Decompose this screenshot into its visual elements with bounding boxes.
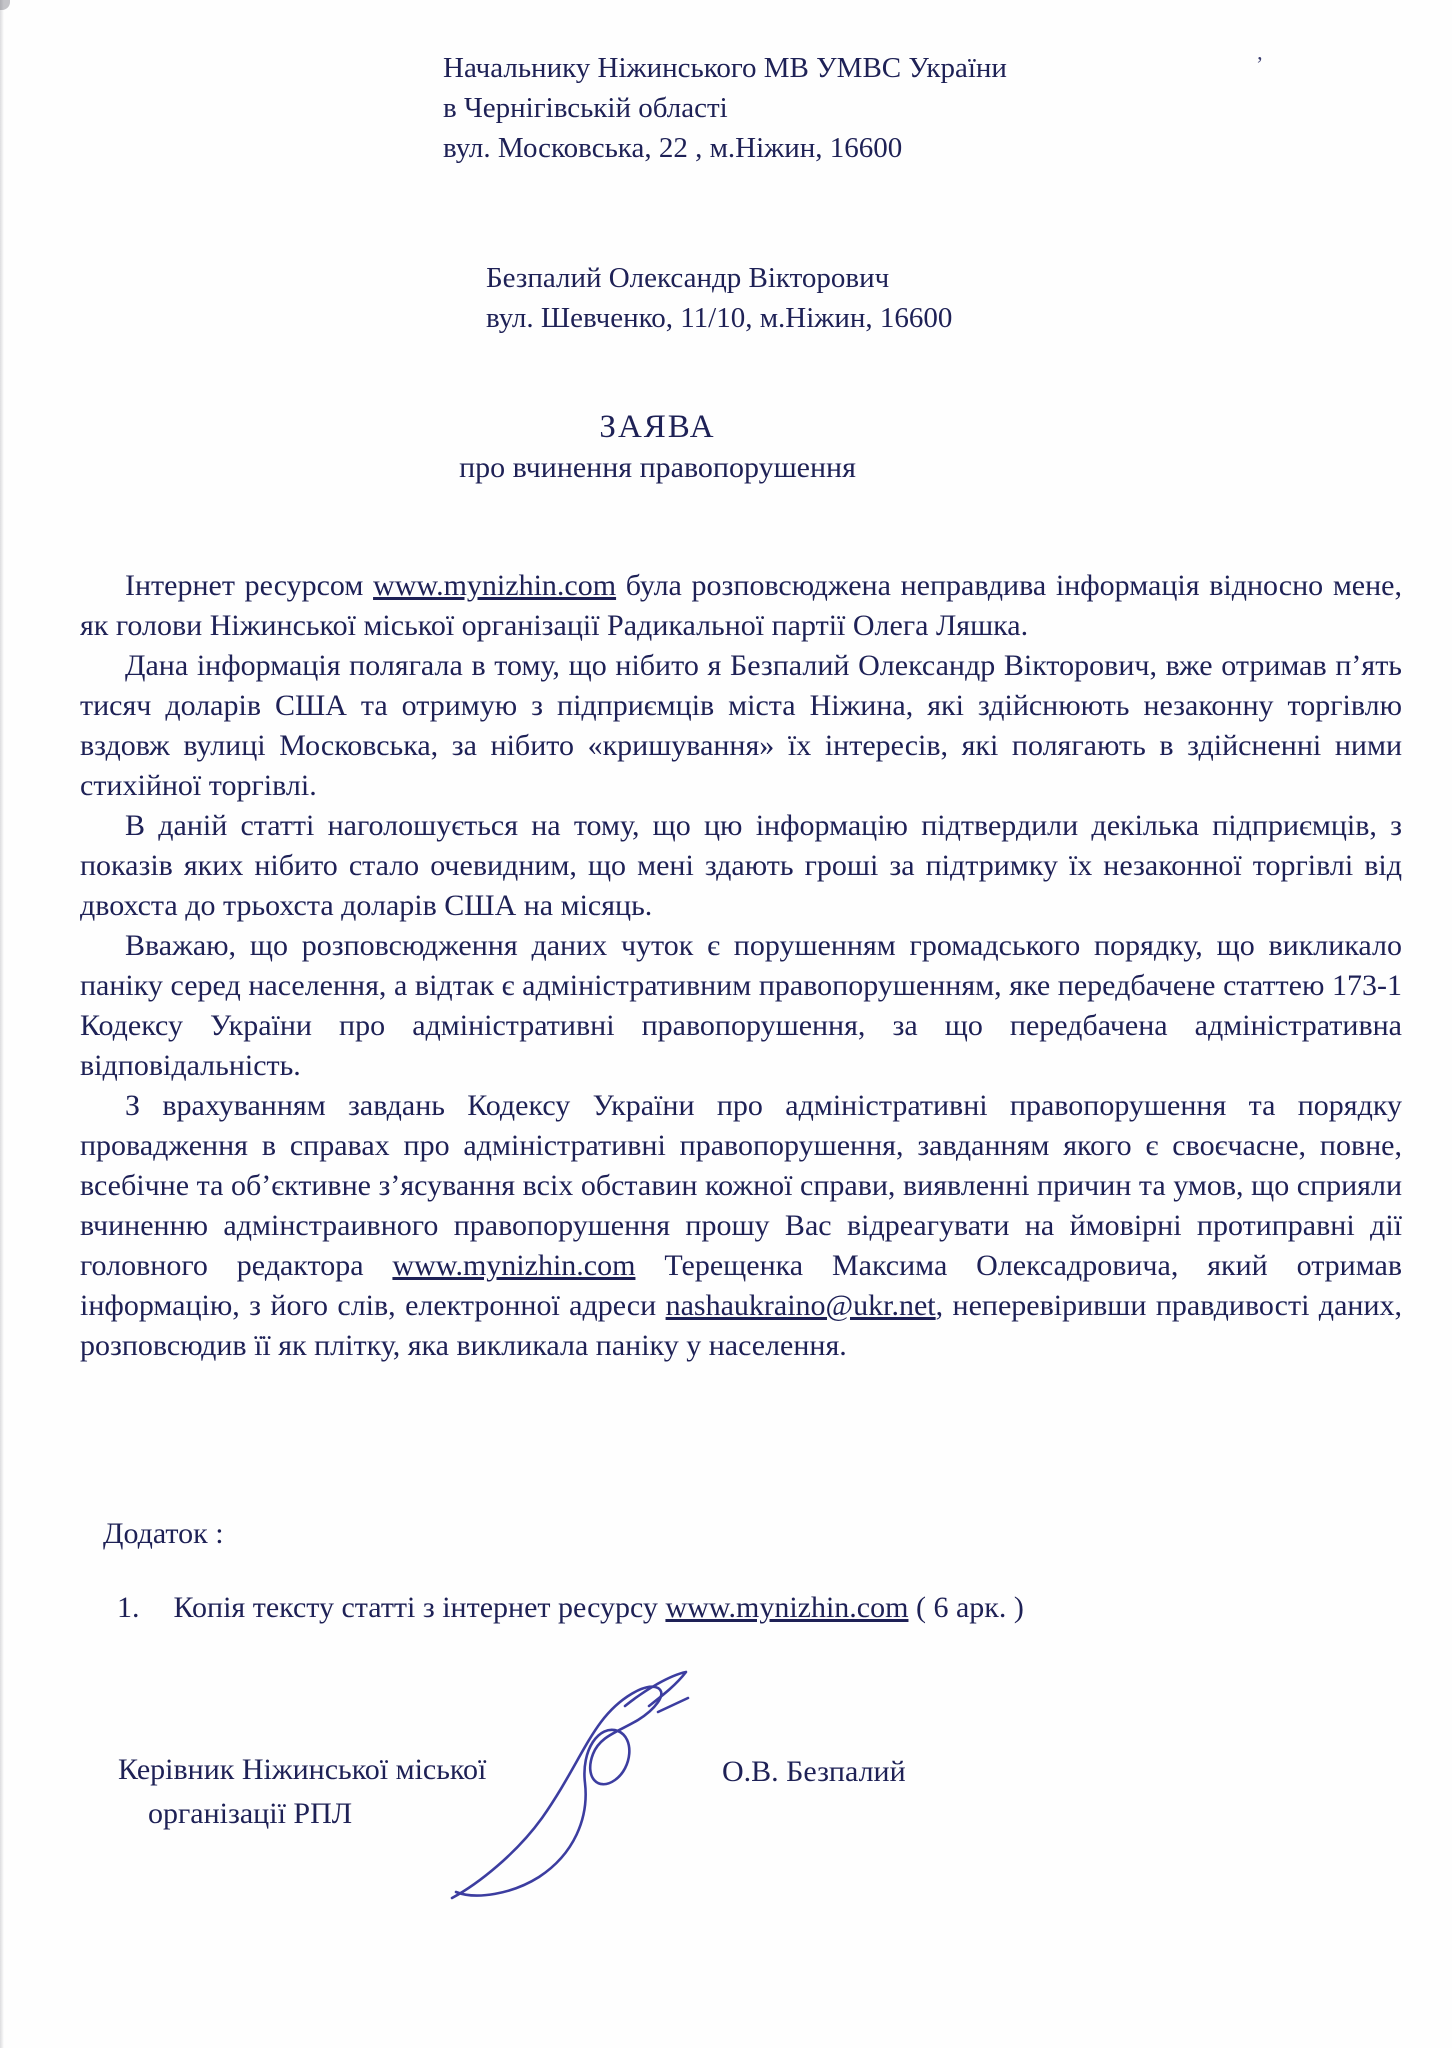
- scan-corner-artifact: [0, 0, 10, 10]
- body-paragraph: [80, 646, 1402, 806]
- text-segment: Терещенка Максима Олексадровича, який отримав інформацію, з його слів, електронної адреси: [80, 1249, 1402, 1322]
- text-segment: Копія тексту статті з інтернет ресурсу: [173, 1591, 666, 1624]
- document-subtitle: про вчинення правопорушення: [459, 451, 856, 484]
- recipient-line: вул. Московська, 22 , м.Ніжин, 16600: [443, 132, 903, 164]
- sender-line: Безпалий Олександр Вікторович: [486, 262, 890, 294]
- underlined-url-text: www.mynizhin.com: [373, 569, 617, 602]
- signature-role-line: організації РПЛ: [148, 1797, 353, 1830]
- text-segment: Вважаю, що розповсюдження даних чуток є порушенням громадського порядку, що викликало паніку серед населення, а відтак є адміністративним правопорушенням, яке передбачене статтею 173-1 Кодексу України про адміністративні правопорушення, за що передбачена адміністративна відповідальність.: [80, 929, 1402, 1082]
- appendix-heading: Додаток :: [103, 1517, 224, 1550]
- sender-address-block: [486, 258, 952, 338]
- appendix-item: [117, 1588, 1024, 1628]
- document-body: [80, 566, 1402, 1366]
- document-title-block: [80, 406, 1235, 488]
- body-paragraph: [80, 926, 1402, 1086]
- text-segment: ( 6 арк. ): [908, 1591, 1024, 1624]
- sender-line: вул. Шевченко, 11/10, м.Ніжин, 16600: [486, 302, 953, 334]
- text-segment: була розповсюджена неправдива інформація відносно мене, як голови Ніжинської міської організації Радикальної партії Олега Ляшка.: [80, 569, 1402, 642]
- text-segment: Дана інформація полягала в тому, що нібито я Безпалий Олександр Вікторович, вже отримав п’ять тисяч доларів США та отримую з підприємців міста Ніжина, які здійснюють незаконну торгівлю вздовж вулиці Московська, за нібито «кришування» їх інтересів, які полягають в здійсненні ними стихійної торгівлі.: [80, 649, 1402, 802]
- appendix-item-text: [174, 1591, 1024, 1624]
- appendix-item-number: 1.: [117, 1591, 140, 1624]
- text-segment: Інтернет ресурсом: [125, 569, 374, 602]
- underlined-url-text: www.mynizhin.com: [392, 1249, 636, 1282]
- body-paragraph: [80, 1086, 1402, 1366]
- document-title: ЗАЯВА: [599, 409, 716, 445]
- recipient-line: Начальнику Ніжинського МВ УМВС України: [443, 52, 1007, 84]
- body-paragraph: [80, 566, 1402, 646]
- underlined-url-text: nashaukraino@ukr.net: [665, 1289, 936, 1322]
- text-segment: В даній статті наголошується на тому, що цю інформацію підтвердили декілька підприємців, з показів яких нібито стало очевидним, що мені здають гроші за підтримку їх незаконної торгівлі від двохста до трьохста доларів США на місяць.: [80, 809, 1402, 922]
- underlined-url-text: www.mynizhin.com: [665, 1591, 909, 1624]
- text-segment: З врахуванням завдань Кодексу України про адміністративні правопорушення та порядку провадження в справах про адміністративні правопорушення, завданням якого є своєчасне, повне, всебічне та об’єктивне з’ясування всіх обставин кожної справи, виявленні причин та умов, що сприяли вчиненню адмінстраивного правопорушення прошу Вас відреагувати на ймовірні протиправні дії головного редактора: [80, 1089, 1402, 1282]
- text-segment: , неперевіривши правдивості даних, розповсюдив її як плітку, яка викликала паніку у населення.: [80, 1289, 1403, 1362]
- handwritten-signature: [420, 1662, 720, 1922]
- body-paragraph: [80, 806, 1402, 926]
- scan-stray-mark: ʼ: [1256, 52, 1264, 77]
- recipient-address-block: [443, 48, 1007, 168]
- recipient-line: в Чернігівській області: [443, 92, 728, 124]
- signature-name: О.В. Безпалий: [722, 1755, 906, 1788]
- signature-role-line: Керівник Ніжинської міської: [118, 1753, 487, 1786]
- scan-edge-artifact: [0, 0, 4, 2048]
